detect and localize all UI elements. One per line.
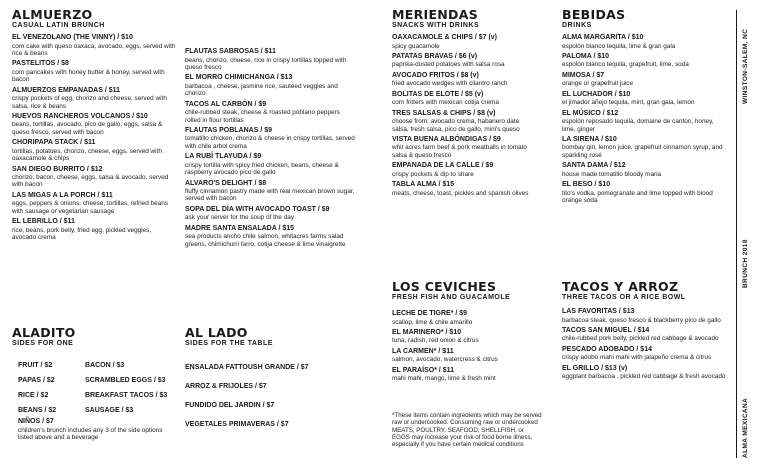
meriendas-item-desc: spicy guacamole xyxy=(392,42,440,50)
ceviche-item-name: EL MARINERO* / $10 xyxy=(392,328,462,336)
almuerzo-item-name: EL LEBRILLO / $11 xyxy=(12,218,75,226)
almuerzo-item-name: LAS MIGAS A LA PORCH / $11 xyxy=(12,191,113,199)
almuerzo-item-name: LA RUBÍ TLAYUDA / $9 xyxy=(185,153,262,161)
meriendas-item-name: BOLITAS DE ELOTE / $5 (v) xyxy=(392,90,484,98)
meriendas-item xyxy=(392,136,532,159)
taco-item-desc: barbacoa steak, queso fresco & blackberry pico de gallo xyxy=(562,316,721,324)
almuerzo-item-name: HUEVOS RANCHEROS VOLCANOS / $10 xyxy=(12,112,148,120)
bebida-item-desc: orange or grapefruit juice xyxy=(562,80,634,88)
taco-item-name: EL GRILLO / $13 (v) xyxy=(562,364,628,372)
almuerzo-item-name: FLAUTAS SABROSAS / $11 xyxy=(185,48,276,55)
almuerzo-title: ALMUERZO xyxy=(12,7,93,22)
ninos-name: NIÑOS / $7 xyxy=(18,418,54,425)
almuerzo-item-desc: sea products ancho chile salmon, whitacres farms salad greens, chimichurri farro, cotija cheese & lime vinaigrette xyxy=(185,233,346,248)
bebida-item-name: ALMA MARGARITA / $10 xyxy=(562,34,644,41)
bebida-item-desc: tito's vodka, pomegranate and lime topped with blood orange soda xyxy=(562,189,713,205)
almuerzo-item-desc: tortillas, potatoes, chorizo, cheese, eggs, served with oaxacamole & chips xyxy=(12,147,162,163)
location-label: WINSTON-SALEM, NC xyxy=(742,28,749,104)
ceviche-item xyxy=(392,310,542,326)
meriendas-item-name: TABLA ALMA / $15 xyxy=(392,181,455,189)
ceviche-item xyxy=(392,367,542,383)
bebida-item-desc: house made tomatillo bloody maria xyxy=(562,170,662,178)
almuerzo-item xyxy=(12,218,177,241)
almuerzo-item xyxy=(185,180,355,203)
aladito-left-item: BEANS / $2 xyxy=(18,407,57,414)
meriendas-item xyxy=(392,181,532,197)
tacos-title: TACOS Y ARROZ xyxy=(562,279,679,294)
bebida-item-desc: espolòn reposado tequila, domaine de canton, honey, lime, ginger xyxy=(562,118,714,133)
aladito-left-item: RICE / $2 xyxy=(18,392,49,399)
meriendas-item-name: AVOCADO FRITOS / $8 (v) xyxy=(392,71,479,79)
taco-item-desc: eggplant barbacoa , pickled red cabbage & fresh avocado xyxy=(562,373,726,381)
bebida-item-name: EL BESO / $10 xyxy=(562,181,611,189)
almuerzo-item-name: SAN DIEGO BURRITO / $12 xyxy=(12,165,103,173)
aladito-right-item: SCRAMBLED EGGS / $3 xyxy=(85,377,166,384)
ceviche-item-desc: scallop, lime & chile amarillo xyxy=(392,318,473,326)
ceviches-section xyxy=(392,280,542,386)
meriendas-title: MERIENDAS xyxy=(392,7,479,22)
meriendas-item-desc: paprika-dusted potatoes with salsa rosa xyxy=(392,61,505,69)
aladito-left-list xyxy=(18,358,88,418)
taco-item xyxy=(562,346,727,362)
al-lado-title: AL LADO xyxy=(185,325,248,340)
aladito-left-item: FRUIT / $2 xyxy=(18,362,53,369)
almuerzo-item xyxy=(12,113,177,136)
ceviche-item-desc: tuna, radish, red onion & citrus xyxy=(392,337,479,345)
taco-item-name: PESCADO ADOBADO / $14 xyxy=(562,345,652,353)
almuerzo-item xyxy=(12,192,177,215)
ceviche-item xyxy=(392,329,542,345)
almuerzo-item-desc: chile-rubbed steak, cheese & roasted poblano peppers rolled in flour tortillas xyxy=(185,109,340,124)
taco-item xyxy=(562,308,727,324)
almuerzo-subtitle: CASUAL LATIN BRUNCH xyxy=(12,22,105,29)
bebida-item-name: EL LUCHADOR / $10 xyxy=(562,90,631,98)
ceviche-item-desc: salmon, avocado, watercress & citrus xyxy=(392,356,498,364)
almuerzo-item-desc: rice, beans, pork belly, fried egg, pickled veggies, avocado crema xyxy=(12,226,152,242)
almuerzo-item-desc: beans, tortillas, avocado, pico de gallo, eggs, salsa & queso fresco, served with bacon xyxy=(12,121,163,136)
meriendas-subtitle: SNACKS WITH DRINKS xyxy=(392,22,480,29)
ceviches-subtitle: FRESH FISH AND GUACAMOLE xyxy=(392,294,511,301)
taco-item-name: LAS FAVORITAS / $13 xyxy=(562,308,635,315)
bebida-item-desc: espolòn blanco tequila, grapefruit, lime, soda xyxy=(562,61,689,69)
almuerzo-item xyxy=(185,74,355,97)
aladito-subtitle: SIDES FOR ONE xyxy=(12,340,74,347)
bebida-item xyxy=(562,53,727,69)
aladito-title: ALADITO xyxy=(12,325,76,340)
bebida-item-name: EL MÚSICO / $12 xyxy=(562,109,619,117)
al-lado-item: ARROZ & FRIJOLES / $7 xyxy=(185,383,267,390)
bebida-item xyxy=(562,181,727,204)
meriendas-item-desc: choose from: avocado crema, habanero date salsa, fresh salsa, pico de gallo, mini's queso xyxy=(392,118,520,133)
brand-label: ALMA MEXICANA xyxy=(742,397,749,458)
almuerzo-item xyxy=(12,166,177,189)
aladito-right-item: BREAKFAST TACOS / $3 xyxy=(85,392,168,399)
bebida-item xyxy=(562,136,727,159)
almuerzo-item-desc: fluffy cinnamon pastry made with real mexican brown sugar, served with bacon xyxy=(185,188,355,203)
tacos-section xyxy=(562,280,727,384)
bebida-item xyxy=(562,72,727,88)
meriendas-item-name: VISTA BUENA ALBÓNDIGAS / $9 xyxy=(392,135,501,143)
aladito-left-item: PAPAS / $2 xyxy=(18,377,55,384)
almuerzo-item-desc: corn cake with queso oaxaca, avocado, eggs, served with rice & beans xyxy=(12,42,176,57)
meriendas-item-name: PATATAS BRAVAS / $6 (v) xyxy=(392,52,478,60)
almuerzo-item-name: SOPA DEL DÍA WITH AVOCADO TOAST / $9 xyxy=(185,205,330,213)
almuerzo-item-name: ALVARO'S DELIGHT / $8 xyxy=(185,179,267,187)
ceviche-item-name: LECHE DE TIGRE* / $9 xyxy=(392,310,468,317)
al-lado-subtitle: SIDES FOR THE TABLE xyxy=(185,340,273,347)
almuerzo-item-desc: crispy tortilla with spicy fried chicken, beans, cheese & raspberry avocado pico de gallo xyxy=(185,161,339,177)
aladito-right-item: SAUSAGE / $3 xyxy=(85,407,134,414)
almuerzo-item-desc: beans, chorizo, cheese, rice in crispy tortillas topped with queso fresco xyxy=(185,56,347,71)
almuerzo-item xyxy=(185,127,355,150)
almuerzo-item-desc: tomatillo chicken, chorizo & cheese in crispy tortillas, served with chile arbol crema xyxy=(185,135,355,150)
bebida-item-name: SANTA DAMA / $12 xyxy=(562,162,626,170)
almuerzo-item xyxy=(185,101,355,124)
taco-item xyxy=(562,327,727,343)
aladito-right-list xyxy=(85,358,180,418)
almuerzo-item xyxy=(185,48,355,71)
al-lado-item: ENSALADA FATTOUSH GRANDE / $7 xyxy=(185,364,309,371)
bebida-item-desc: el jimador añejo tequila, mint, gran gala, lemon xyxy=(562,99,695,107)
taco-item-desc: chile-rubbed pork belly, pickled red cabbage & avocado xyxy=(562,335,719,343)
meriendas-item xyxy=(392,91,532,107)
raw-food-note: *These items contain ingredients which may be served raw or undercooked. Consuming raw or undercooked MEATS, POULTRY, SEAFOOD, SHELLFISH, or EGGS may increase your risk of food borne illness, especially if you have certain medical conditions xyxy=(392,412,542,449)
meriendas-item-desc: whit acres farm beef & pork meatballs in tomato salsa & queso fresco xyxy=(392,144,527,159)
almuerzo-item-desc: corn pancakes with honey butter & honey, served with bacon xyxy=(12,68,165,84)
almuerzo-item xyxy=(12,139,177,162)
meriendas-item xyxy=(392,110,532,133)
ceviches-title: LOS CEVICHES xyxy=(392,279,497,294)
almuerzo-item xyxy=(185,206,355,222)
bebida-item xyxy=(562,110,727,133)
almuerzo-item xyxy=(12,34,177,57)
meriendas-item-desc: fried avocado wedges with cilantro ranch xyxy=(392,80,508,88)
al-lado-list xyxy=(185,358,355,434)
meriendas-item xyxy=(392,162,532,178)
brunch-label: BRUNCH 2018 xyxy=(742,239,749,288)
meriendas-item-name: TRES SALSAS & CHIPS / $8 (v) xyxy=(392,109,496,117)
bebida-item xyxy=(562,91,727,107)
almuerzo-item xyxy=(12,60,177,83)
vertical-divider xyxy=(736,10,737,458)
bebida-item-desc: bombay gin, lemon juice, grapefruit cinnamon syrup, and sparkling rosé xyxy=(562,144,723,159)
bebidas-title: BEBIDAS xyxy=(562,7,626,22)
al-lado-item: VEGETALES PRIMAVERAS / $7 xyxy=(185,421,289,428)
almuerzo-item-desc: eggs, peppers & onions, cheese, tortillas, refried beans with sausage or vegetarian sausage xyxy=(12,200,168,215)
meriendas-item xyxy=(392,53,532,69)
almuerzo-item-desc: barbacoa , cheese, jasmine rice, sautéed veggies and chorizo xyxy=(185,82,338,98)
bebida-item xyxy=(562,162,727,178)
tacos-subtitle: THREE TACOS OR A RICE BOWL xyxy=(562,294,686,301)
almuerzo-item-desc: ask your server for the soup of the day xyxy=(185,214,295,222)
almuerzo-item-desc: crispy pockets of egg, chorizo and cheese, served with salsa, rice & beans xyxy=(12,95,167,110)
bebida-item-name: LA SIRENA / $10 xyxy=(562,135,617,143)
ceviche-item-name: EL PARAÍSO* / $11 xyxy=(392,366,454,374)
almuerzo-item-name: PASTELITOS / $8 xyxy=(12,60,69,68)
taco-item-name: TACOS SAN MIGUEL / $14 xyxy=(562,326,650,334)
ninos-desc: children's brunch includes any 3 of the side options listed above and a beverage xyxy=(18,426,163,441)
almuerzo-item-name: EL VENEZOLANO (THE VINNY) / $10 xyxy=(12,34,133,41)
meriendas-item-name: OAXACAMOLE & CHIPS / $7 (v) xyxy=(392,34,498,41)
al-lado-item: FUNDIDO DEL JARDIN / $7 xyxy=(185,402,275,409)
al-lado-section xyxy=(185,326,355,352)
aladito-section xyxy=(12,326,177,352)
almuerzo-item-name: FLAUTAS POBLANAS / $9 xyxy=(185,126,272,134)
ninos-item xyxy=(18,418,178,441)
taco-item-desc: crispy adobo mahi mahi with jalapeño crema & citrus xyxy=(562,354,712,362)
almuerzo-item-desc: chorizo, bacon, cheese, eggs, salsa & avocado, served with bacon xyxy=(12,174,169,189)
almuerzo-item xyxy=(185,225,355,248)
almuerzo-item-name: TACOS AL CARBÓN / $9 xyxy=(185,100,267,108)
taco-item xyxy=(562,365,727,381)
aladito-right-item: BACON / $3 xyxy=(85,362,125,369)
meriendas-item-desc: meats, cheese, toast, pickles and spanish olives xyxy=(392,189,529,197)
bebida-item-name: MIMOSA / $7 xyxy=(562,71,605,79)
almuerzo-item-name: ALMUERZOS EMPANADAS / $11 xyxy=(12,86,120,94)
almuerzo-item-name: MADRE SANTA ENSALADA / $15 xyxy=(185,224,295,232)
bebida-item-name: PALOMA / $10 xyxy=(562,52,610,60)
almuerzo-section xyxy=(12,8,177,245)
meriendas-item-name: EMPANADA DE LA CALLE / $9 xyxy=(392,162,494,170)
ceviche-item-desc: mahi mahi, mango, lime & fresh mint xyxy=(392,375,496,383)
almuerzo-column-2 xyxy=(185,48,355,251)
meriendas-item xyxy=(392,34,532,50)
meriendas-item-desc: crispy pockets & dip to share xyxy=(392,170,474,178)
bebidas-subtitle: DRINKS xyxy=(562,22,592,29)
almuerzo-item-name: EL MORRO CHIMICHANGA / $13 xyxy=(185,74,293,82)
almuerzo-item xyxy=(12,87,177,110)
bebida-item xyxy=(562,34,727,50)
meriendas-item-desc: corn fritters with mexican cotija crema xyxy=(392,99,499,107)
ceviche-item xyxy=(392,348,542,364)
bebida-item-desc: espolòn blanco tequila, lime & gran gala xyxy=(562,42,676,50)
ceviche-item-name: LA CARMEN* / $11 xyxy=(392,347,454,355)
meriendas-section xyxy=(392,8,532,200)
bebidas-section xyxy=(562,8,727,207)
almuerzo-item-name: CHORIPAPA STACK / $11 xyxy=(12,139,96,147)
almuerzo-item xyxy=(185,153,355,176)
meriendas-item xyxy=(392,72,532,88)
